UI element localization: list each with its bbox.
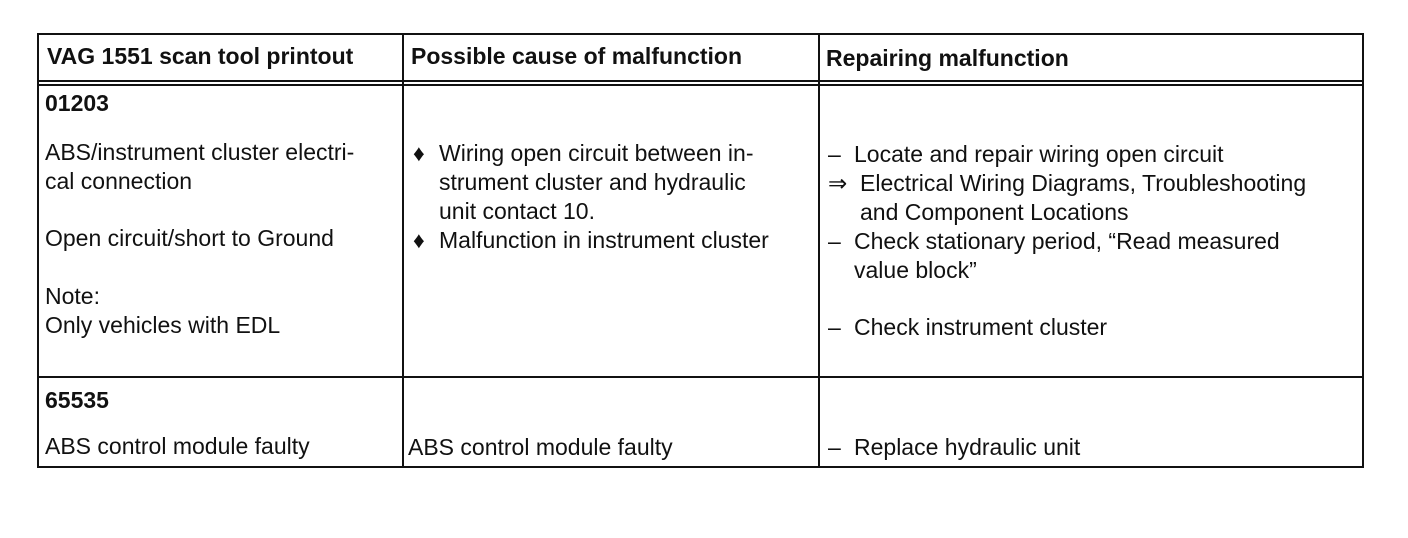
cause-line: strument cluster and hydraulic <box>439 169 746 195</box>
column-divider <box>402 35 404 466</box>
dash-marker: – <box>828 141 841 167</box>
header-scan-tool-printout: VAG 1551 scan tool printout <box>47 43 354 69</box>
repair-step <box>824 140 1359 169</box>
printout-condition: Open circuit/short to Ground <box>45 225 334 251</box>
repair-line: value block” <box>854 257 977 283</box>
diamond-bullet-icon: ♦ <box>413 227 425 253</box>
repair-line: Check stationary period, “Read measured <box>854 228 1280 254</box>
repair-step <box>824 433 1359 462</box>
cause-item <box>413 139 813 226</box>
reference-line: and Component Locations <box>860 199 1129 225</box>
column-divider <box>818 35 820 466</box>
printout-line: ABS/instrument cluster electri- <box>45 139 355 165</box>
malfunction-table <box>37 33 1364 468</box>
repair-reference <box>824 169 1359 227</box>
repair-line: Locate and repair wiring open circuit <box>854 141 1224 167</box>
header-rule <box>39 80 1362 82</box>
arrow-right-icon: ⇒ <box>828 170 848 196</box>
cause-item <box>413 226 813 255</box>
cause-line: Wiring open circuit between in- <box>439 140 754 166</box>
row-divider <box>39 376 1362 378</box>
fault-code: 65535 <box>45 387 109 413</box>
header-rule <box>39 84 1362 86</box>
repair-line: Check instrument cluster <box>854 314 1108 340</box>
note <box>45 282 280 340</box>
cause-text: ABS control module faulty <box>408 434 673 460</box>
repair-step <box>824 227 1359 285</box>
fault-code: 01203 <box>45 90 109 116</box>
dash-marker: – <box>828 228 841 254</box>
cause-line: unit contact 10. <box>439 198 595 224</box>
diamond-bullet-icon: ♦ <box>413 140 425 166</box>
printout-text <box>45 138 395 196</box>
cause-line: Malfunction in instrument cluster <box>439 227 769 253</box>
dash-marker: – <box>828 314 841 340</box>
reference-line: Electrical Wiring Diagrams, Troubleshooting <box>860 170 1307 196</box>
repair-step <box>824 313 1359 342</box>
note-text: Only vehicles with EDL <box>45 312 281 338</box>
printout-text: ABS control module faulty <box>45 433 310 459</box>
note-label: Note: <box>45 283 100 309</box>
dash-marker: – <box>828 434 841 460</box>
header-possible-cause: Possible cause of malfunction <box>411 43 743 69</box>
repair-line: Replace hydraulic unit <box>854 434 1081 460</box>
header-repairing-malfunction: Repairing malfunction <box>826 45 1069 71</box>
cause-list <box>413 139 813 255</box>
repair-list <box>824 140 1359 342</box>
repair-list <box>824 433 1359 462</box>
printout-line: cal connection <box>45 168 193 194</box>
